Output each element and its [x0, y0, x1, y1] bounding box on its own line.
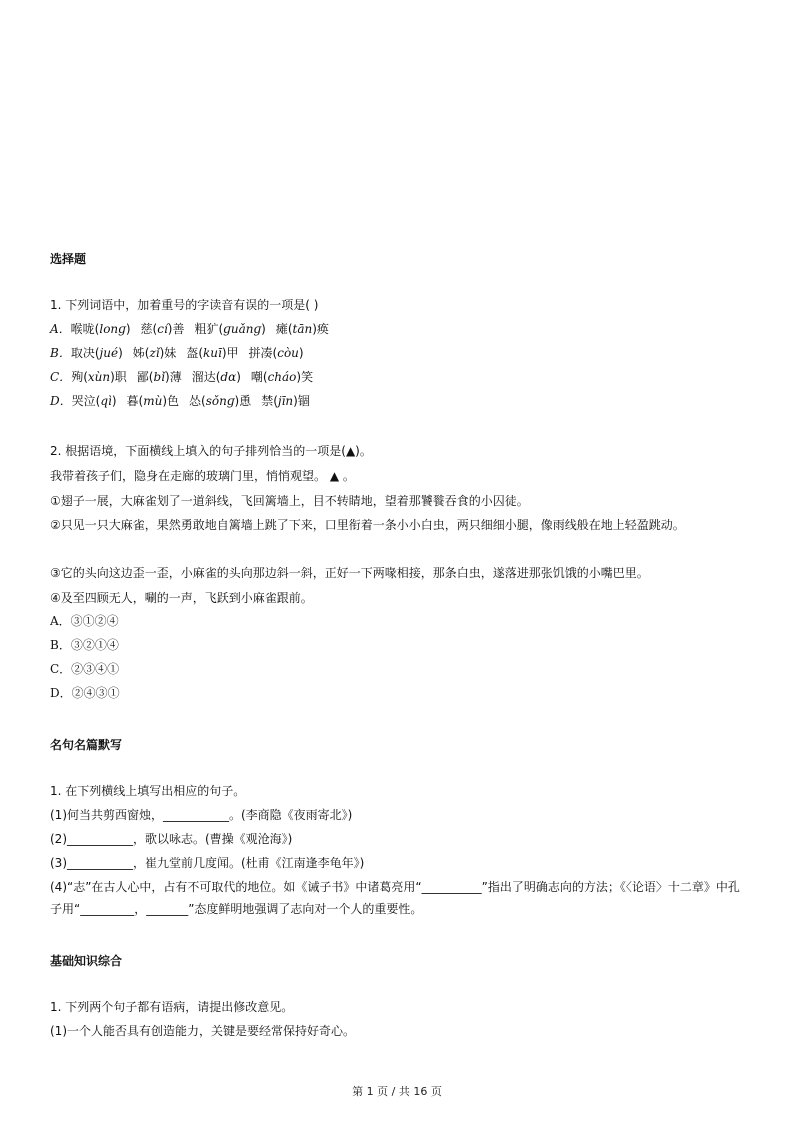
q1-option-c	[50, 369, 313, 385]
recite-stem: 1. 在下列横线上填写出相应的句子。	[50, 784, 246, 798]
word-item	[141, 322, 185, 336]
q2-option-a: A．③①②④	[50, 614, 119, 628]
pinyin: mù	[143, 394, 163, 408]
word-text: 嘲(	[250, 370, 268, 384]
section-title-recite: 名句名篇默写	[50, 738, 123, 752]
word-item	[71, 346, 123, 360]
q1-option-b	[50, 345, 304, 361]
pinyin: sǒnɡ	[205, 394, 235, 408]
word-text: 拼凑(	[248, 346, 278, 360]
word-text: )甲	[221, 346, 239, 360]
question-2-context: 我带着孩子们，隐身在走廊的玻璃门里，悄悄观望。 ▲ 。	[50, 469, 355, 483]
word-text: )	[261, 322, 266, 336]
word-text: )	[111, 394, 117, 408]
word-item	[251, 370, 313, 384]
q2-option-d: D．②④③①	[50, 686, 120, 700]
word-text: )	[298, 346, 304, 360]
word-item	[71, 322, 131, 336]
recite-line-2: (2)___________，歌以咏志。(曹操《观沧海》)	[50, 832, 293, 846]
pinyin: jué	[99, 346, 119, 360]
pinyin: tān	[292, 322, 313, 336]
word-item	[137, 370, 182, 384]
pinyin: ɡuǎnɡ	[223, 322, 262, 336]
word-text: 姊(	[132, 346, 150, 360]
word-item	[186, 346, 238, 360]
option-label: B．	[50, 346, 71, 360]
sentence-2: ②只见一只大麻雀，果然勇敢地自篱墙上跳了下来，口里衔着一条小小白虫，两只细细小腿，像雨线般在地上轻盈跳动。	[50, 518, 685, 532]
q1-option-d	[50, 393, 310, 409]
page-footer: 第 1 页 / 共 16 页	[352, 1085, 442, 1098]
pinyin: dɑ	[220, 370, 237, 384]
q2-option-c: C．②③④①	[50, 662, 120, 676]
pinyin: cí	[157, 322, 168, 336]
word-text: 慈(	[140, 322, 158, 336]
question-1-stem: 1. 下列词语中，加着重号的字读音有误的一项是( )	[50, 298, 319, 312]
word-text: )笑	[296, 370, 314, 384]
section-title-basic: 基础知识综合	[50, 954, 123, 968]
option-label: D．	[50, 394, 72, 408]
word-text: )	[118, 346, 123, 360]
pinyin: xùn	[87, 370, 111, 384]
word-text: 禁(	[261, 394, 278, 408]
recite-line-3: (3)___________，崔九堂前几度闻。(杜甫《江南逢李龟年》)	[50, 856, 365, 870]
word-item	[133, 346, 177, 360]
word-item	[189, 394, 251, 408]
word-text: )薄	[165, 370, 182, 384]
recite-line-1: (1)何当共剪西窗烛，___________。(李商隐《夜雨寄北》)	[50, 808, 353, 822]
word-text: 瘫(	[275, 322, 293, 336]
option-label: C．	[50, 370, 72, 384]
word-text: 鄙(	[136, 370, 154, 384]
basic-stem: 1. 下列两个句子都有语病，请提出修改意见。	[50, 1000, 294, 1014]
basic-line-1: (1)一个人能否具有创造能力，关键是要经常保持好奇心。	[50, 1024, 356, 1038]
word-item	[72, 394, 117, 408]
word-text: )锢	[293, 394, 310, 408]
word-text: 取决(	[70, 346, 100, 360]
sentence-4: ④及至四顾无人，唰的一声，飞跃到小麻雀跟前。	[50, 591, 313, 605]
word-item	[261, 394, 310, 408]
sentence-1: ①翅子一展，大麻雀划了一道斜线，飞回篱墙上，目不转睛地，望着那饕餮吞食的小囚徒。	[50, 494, 529, 508]
word-text: )	[125, 322, 131, 336]
pinyin: zǐ	[149, 346, 160, 360]
q1-option-a	[50, 321, 329, 337]
sentence-3: ③它的头向这边歪一歪，小麻雀的头向那边斜一斜，正好一下两喙相接，那条白虫，遂落进那张饥饿的小嘴巴里。	[50, 566, 649, 580]
word-text: )恿	[234, 394, 252, 408]
word-item	[71, 370, 127, 384]
section-title-choice: 选择题	[50, 252, 87, 266]
document-page	[50, 0, 750, 1123]
word-item	[249, 346, 304, 360]
word-text: )职	[110, 370, 127, 384]
word-text: )痪	[312, 322, 329, 336]
word-text: 盔(	[186, 346, 203, 360]
pinyin: cháo	[267, 370, 297, 384]
word-text: 哭泣(	[71, 394, 101, 408]
word-item	[192, 370, 241, 384]
pinyin: còu	[277, 346, 299, 360]
word-text: )善	[167, 322, 185, 336]
word-text: )色	[162, 394, 180, 408]
q2-option-b: B．③②①④	[50, 638, 119, 652]
word-text: 怂(	[189, 394, 206, 408]
word-item	[276, 322, 329, 336]
word-text: 殉(	[71, 370, 88, 384]
word-text: )妹	[159, 346, 177, 360]
word-text: 暮(	[126, 394, 144, 408]
word-text: )	[236, 370, 241, 384]
pinyin: bǐ	[153, 370, 166, 384]
option-label: A．	[50, 322, 71, 336]
question-2-stem: 2. 根据语境，下面横线上填入的句子排列恰当的一项是(▲)。	[50, 444, 372, 458]
pinyin: lonɡ	[99, 322, 126, 336]
word-item	[127, 394, 179, 408]
recite-line-4: (4)“志”在古人心中，占有不可取代的地位。如《诫子书》中诸葛亮用“__________”指出了明确志向的方法；《〈论语〉十二章》中孔子用“_________，_______”态度鲜明地强调了志向对一个人的重要性。	[50, 880, 740, 916]
word-item	[194, 322, 265, 336]
pinyin: jīn	[277, 394, 294, 408]
word-text: 粗犷(	[194, 322, 224, 336]
word-text: 喉咙(	[70, 322, 100, 336]
pinyin: qì	[100, 394, 112, 408]
pinyin: kuī	[203, 346, 222, 360]
word-text: 溜达(	[191, 370, 221, 384]
